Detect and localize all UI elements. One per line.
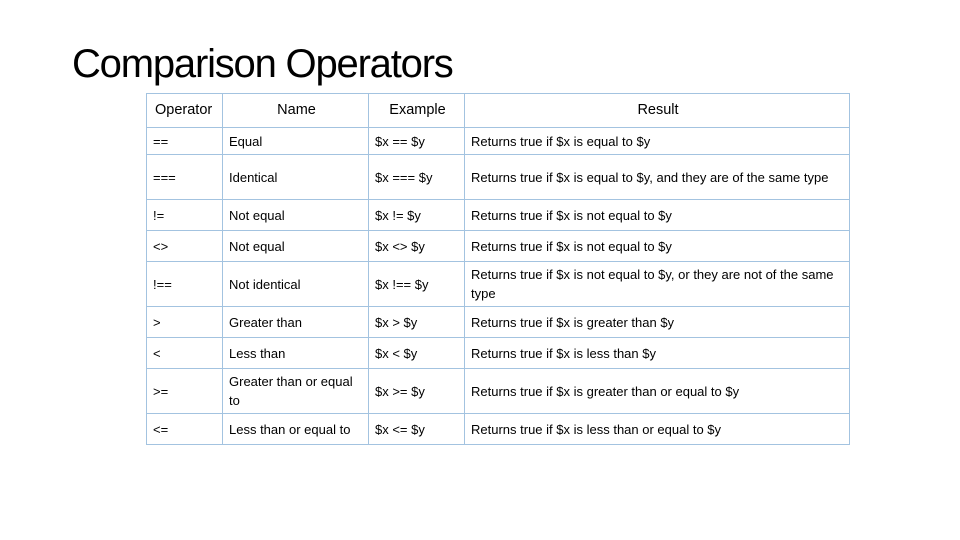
header-operator: Operator	[147, 94, 223, 128]
result-cell: Returns true if $x is equal to $y, and they are of the same type	[465, 155, 850, 200]
operator-cell: !==	[147, 262, 223, 307]
table-header-row	[147, 94, 850, 128]
result-cell: Returns true if $x is not equal to $y	[465, 200, 850, 231]
table-row	[147, 200, 850, 231]
example-cell: $x < $y	[369, 338, 465, 369]
operator-cell: <=	[147, 414, 223, 445]
result-cell: Returns true if $x is greater than $y	[465, 307, 850, 338]
example-cell: $x === $y	[369, 155, 465, 200]
result-cell: Returns true if $x is less than or equal to $y	[465, 414, 850, 445]
header-name: Name	[223, 94, 369, 128]
operator-cell: ==	[147, 128, 223, 155]
operator-cell: ===	[147, 155, 223, 200]
name-cell: Less than	[223, 338, 369, 369]
name-cell: Greater than	[223, 307, 369, 338]
result-cell: Returns true if $x is not equal to $y, or they are not of the same type	[465, 262, 850, 307]
example-cell: $x <> $y	[369, 231, 465, 262]
name-cell: Not identical	[223, 262, 369, 307]
name-cell: Not equal	[223, 231, 369, 262]
comparison-operators-table	[146, 93, 850, 445]
table-row	[147, 155, 850, 200]
name-cell: Greater than or equal to	[223, 369, 369, 414]
example-cell: $x !== $y	[369, 262, 465, 307]
result-cell: Returns true if $x is not equal to $y	[465, 231, 850, 262]
operator-cell: >	[147, 307, 223, 338]
header-result: Result	[465, 94, 850, 128]
table-row	[147, 231, 850, 262]
example-cell: $x == $y	[369, 128, 465, 155]
header-example: Example	[369, 94, 465, 128]
result-cell: Returns true if $x is less than $y	[465, 338, 850, 369]
table-row	[147, 307, 850, 338]
table-row	[147, 262, 850, 307]
result-cell: Returns true if $x is equal to $y	[465, 128, 850, 155]
operator-cell: <	[147, 338, 223, 369]
example-cell: $x <= $y	[369, 414, 465, 445]
operator-cell: <>	[147, 231, 223, 262]
table-row	[147, 128, 850, 155]
result-cell: Returns true if $x is greater than or equal to $y	[465, 369, 850, 414]
example-cell: $x != $y	[369, 200, 465, 231]
name-cell: Identical	[223, 155, 369, 200]
example-cell: $x > $y	[369, 307, 465, 338]
example-cell: $x >= $y	[369, 369, 465, 414]
page-title: Comparison Operators	[72, 42, 453, 86]
name-cell: Equal	[223, 128, 369, 155]
operator-cell: !=	[147, 200, 223, 231]
name-cell: Not equal	[223, 200, 369, 231]
name-cell: Less than or equal to	[223, 414, 369, 445]
table-row	[147, 414, 850, 445]
operator-cell: >=	[147, 369, 223, 414]
table-row	[147, 338, 850, 369]
table-row	[147, 369, 850, 414]
